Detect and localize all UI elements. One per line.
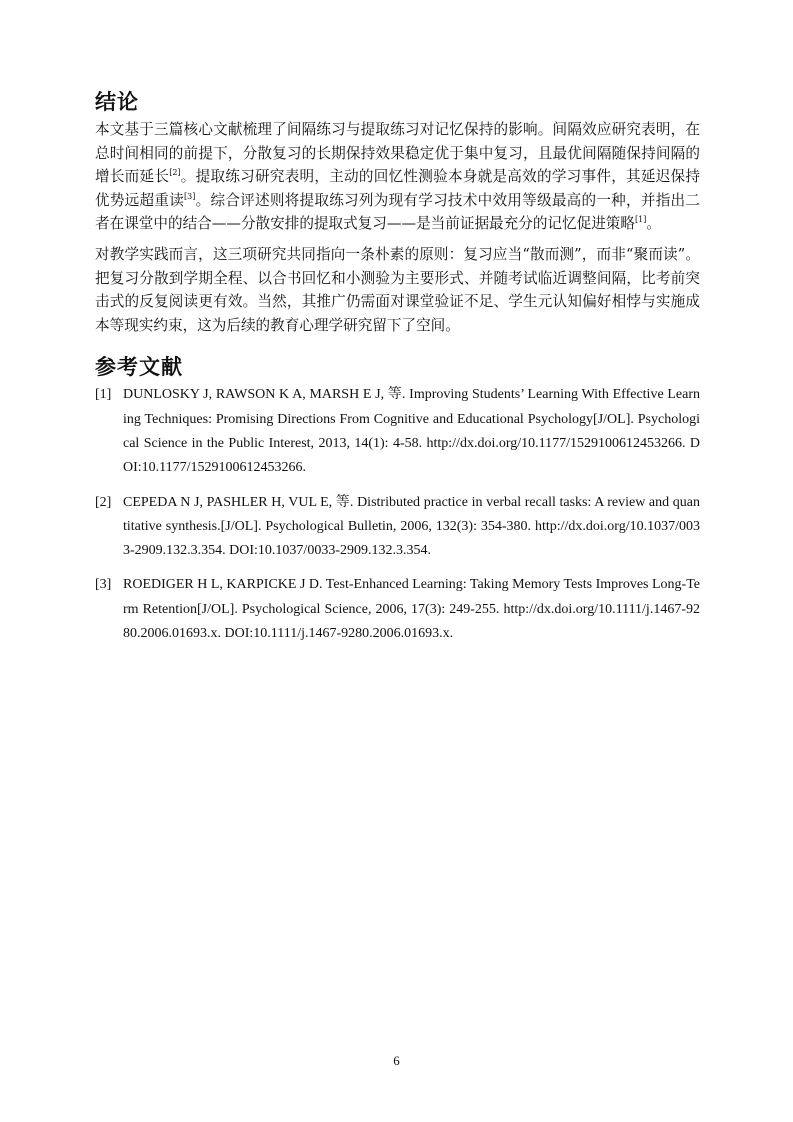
reference-item-2 (95, 491, 700, 564)
reference-number: [3] (95, 577, 112, 593)
page-content (95, 86, 700, 656)
reference-number: [1] (95, 387, 112, 403)
page-number: 6 (393, 1053, 400, 1068)
reference-list (95, 383, 700, 646)
citation-2[interactable]: [2] (169, 168, 181, 178)
citation-3[interactable]: [3] (184, 191, 196, 201)
citation-1[interactable]: [1] (634, 215, 647, 225)
reference-item-3 (95, 573, 700, 646)
reference-number: [2] (95, 494, 112, 510)
reference-text: CEPEDA N J, PASHLER H, VUL E, 等. Distributed practice in verbal recall tasks: A review and quantitative synthesis.[J/OL]. Psychological Bulletin, 2006, 132(3): 354-380. http://dx.doi.org/10.1037/0033-2909.132.3.354. DOI:10.1037/0033-2909.132.3.354. (123, 494, 700, 559)
conclusion-heading: 结论 (95, 90, 139, 114)
reference-text: ROEDIGER H L, KARPICKE J D. Test-Enhanced Learning: Taking Memory Tests Improves Long-Term Retention[J/OL]. Psychological Science, 2006, 17(3): 249-255. http://dx.doi.org/10.1111/j.1467-9280.2006.01693.x. DOI:10.1111/j.1467-9280.2006.01693.x. (123, 577, 700, 642)
conclusion-section (95, 86, 700, 337)
references-heading: 参考文献 (95, 355, 183, 380)
references-section (95, 351, 700, 646)
conclusion-paragraph-1: 本文基于三篇核心文献梳理了间隔练习与提取练习对记忆保持的影响。间隔效应研究表明，在总时间相同的前提下，分散复习的长期保持效果稳定优于集中复习，且最优间隔随保持间隔的增长而延长[2]。提取练习研究表明，主动的回忆性测验本身就是高效的学习事件，其延迟保持优势远超重读[3]。综合评述则将提取练习列为现有学习技术中效用等级最高的一种，并指出二者在课堂中的结合——分散安排的提取式复习——是当前证据最充分的记忆促进策略[1]。 (95, 121, 700, 233)
reference-text: DUNLOSKY J, RAWSON K A, MARSH E J, 等. Improving Students’ Learning With Effective Learning Techniques: Promising Directions From Cognitive and Educational Psychology[J/OL]. Psychological Science in the Public Interest, 2013, 14(1): 4-58. http://dx.doi.org/10.1177/1529100612453266. DOI:10.1177/1529100612453266. (123, 387, 700, 476)
reference-item-1 (95, 383, 700, 480)
conclusion-paragraph-2: 对教学实践而言，这三项研究共同指向一条朴素的原则：复习应当“散而测”，而非“聚而读”。把复习分散到学期全程、以合书回忆和小测验为主要形式、并随考试临近调整间隔，比考前突击式的反复阅读更有效。当然，其推广仍需面对课堂验证不足、学生元认知偏好相悖与实施成本等现实约束，这为后续的教育心理学研究留下了空间。 (95, 245, 700, 334)
